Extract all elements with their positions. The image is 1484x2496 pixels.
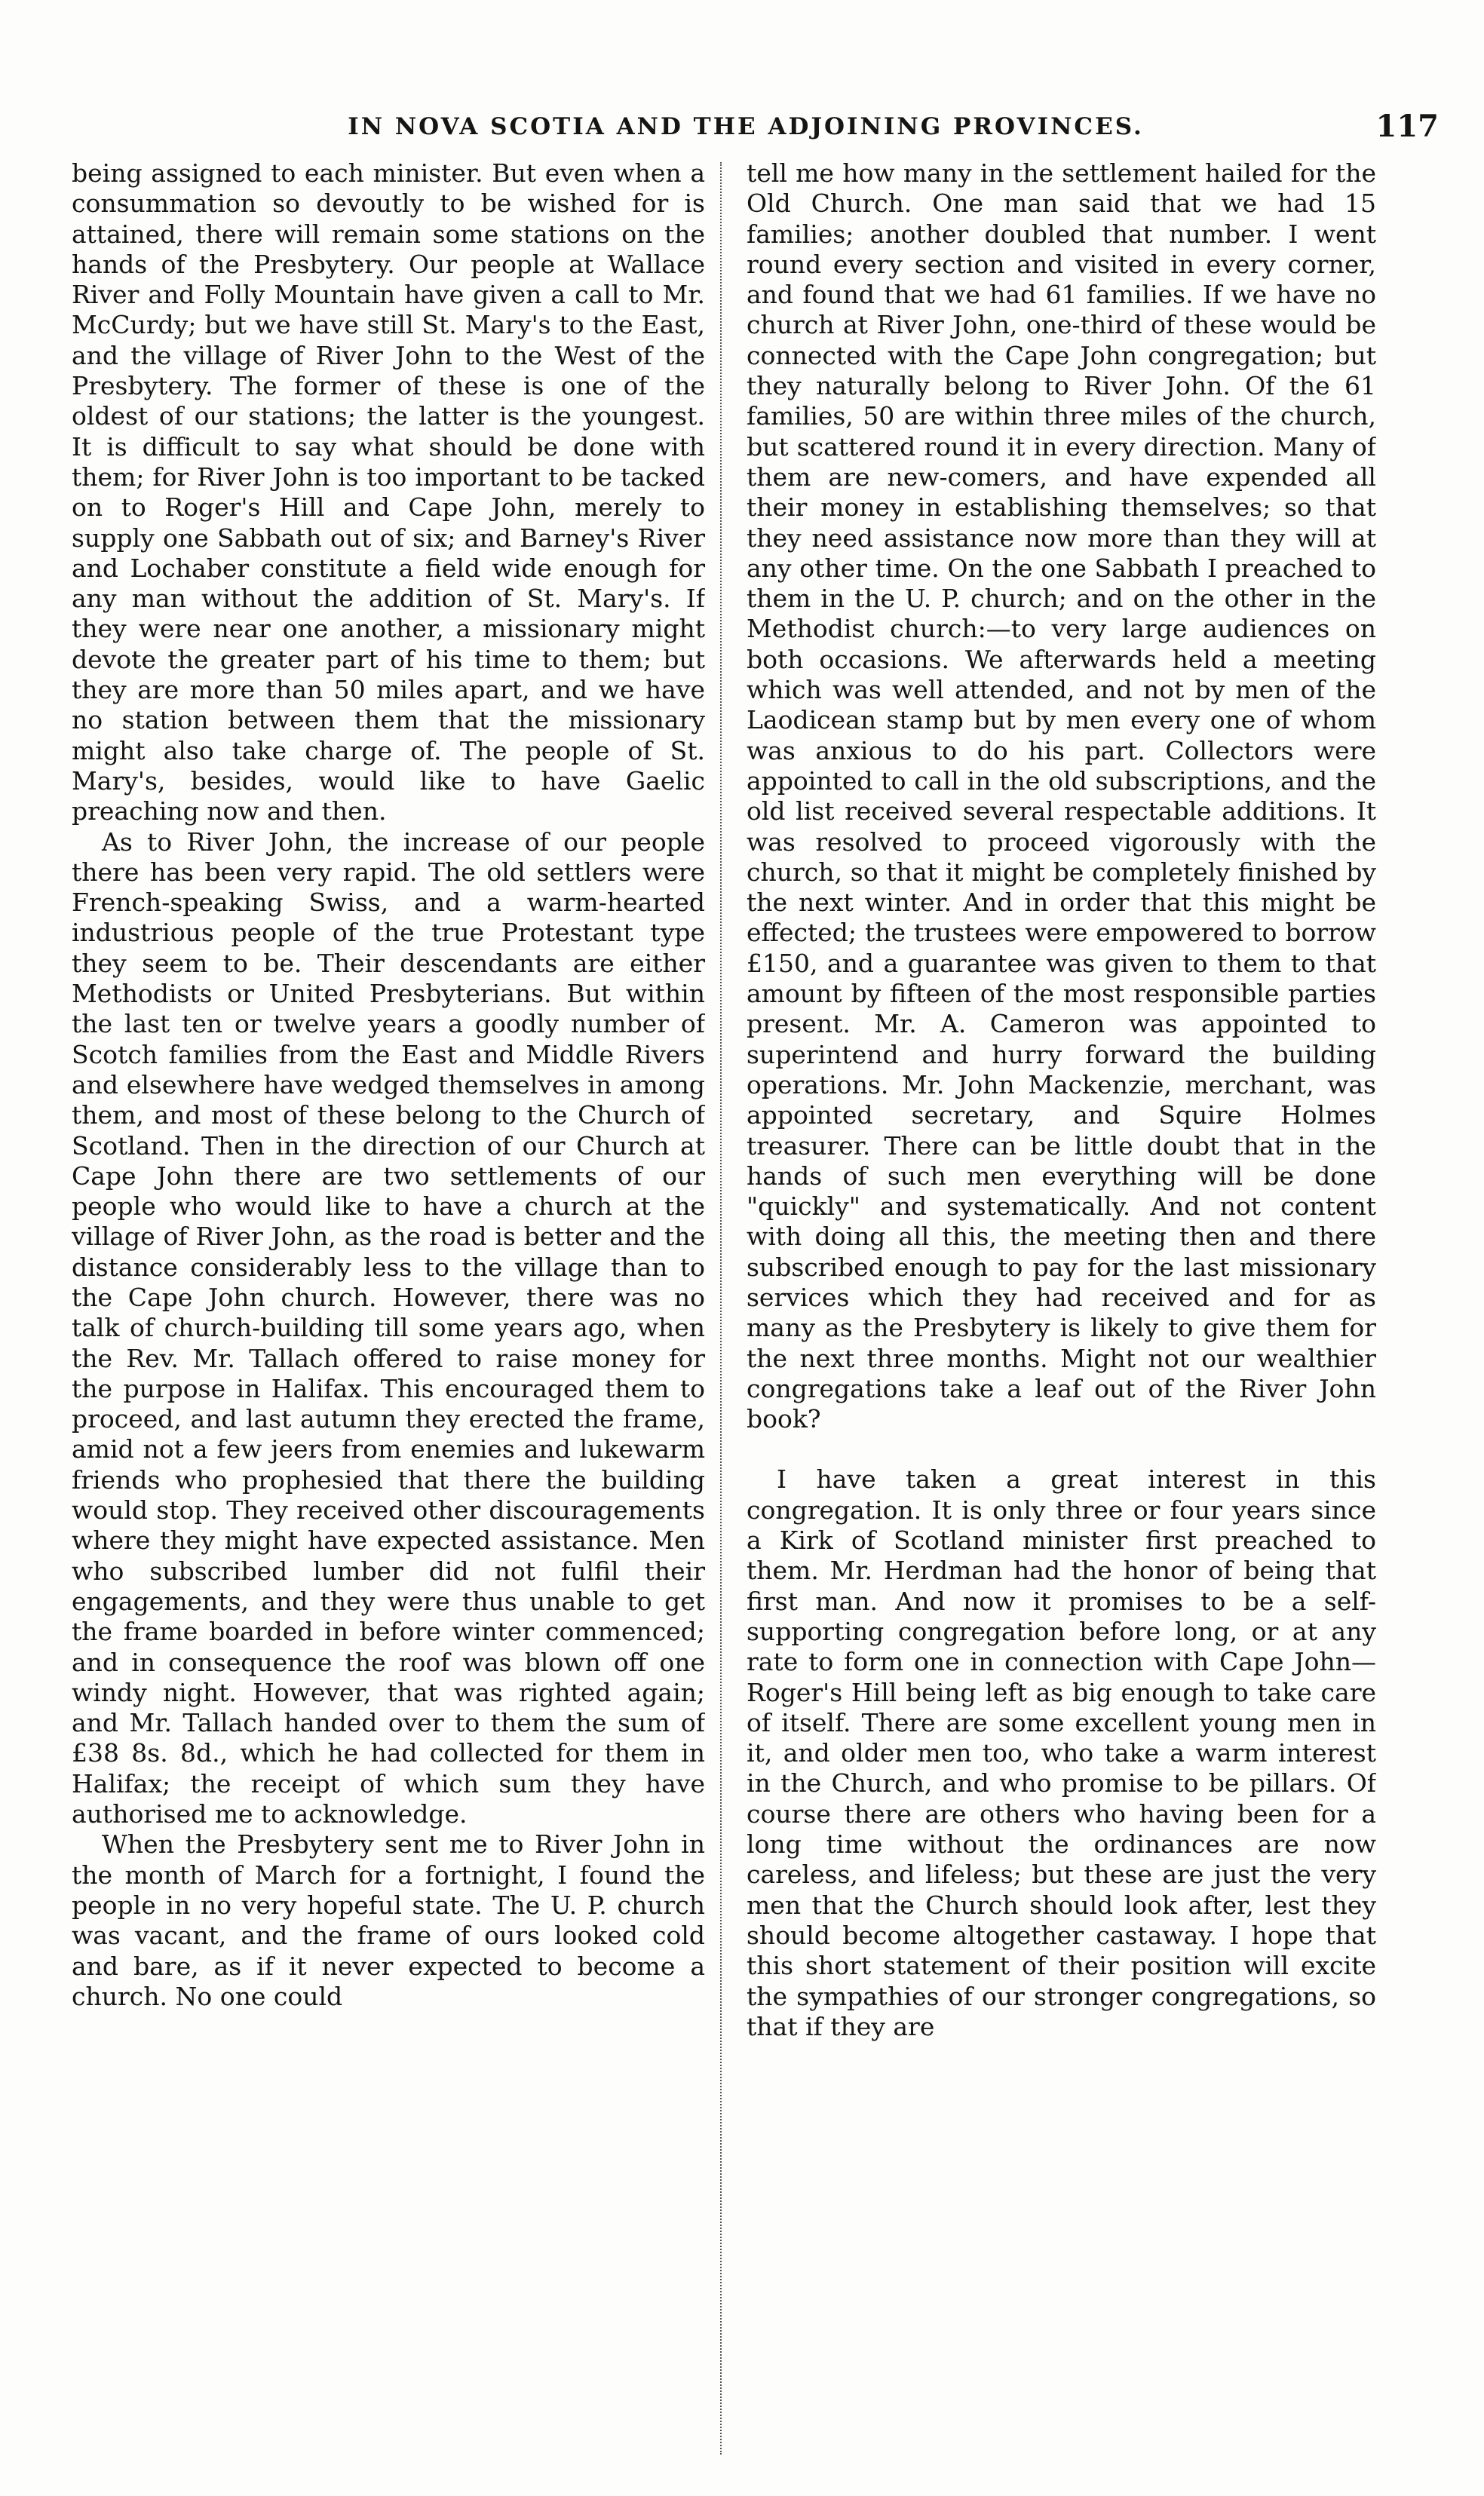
page-header [53, 104, 1439, 149]
paragraph: being assigned to each minister. But even when a consummation so devoutly to be wished for is attained, there will remain some stations on the hands of the Presbytery. Our people at Wallace River and Folly Mountain have given a call to Mr. McCurdy; but we have still St. Mary's to the East, and the village of River John to the West of the Presbytery. The former of these is one of the oldest of our stations; the latter is the youngest. It is difficult to say what should be done with them; for River John is too important to be tacked on to Roger's Hill and Cape John, merely to supply one Sabbath out of six; and Barney's River and Lochaber constitute a field wide enough for any man without the addition of St. Mary's. If they were near one another, a missionary might devote the greater part of his time to them; but they are more than 50 miles apart, and we have no station between them that the missionary might also take charge of. The people of St. Mary's, besides, would like to have Gaelic preaching now and then. [72, 158, 705, 826]
paragraph: I have taken a great interest in this congregation. It is only three or four years since a Kirk of Scotland minister first preached to them. Mr. Herdman had the honor of being that first man. And now it promises to be a self-supporting congregation before long, or at any rate to form one in connection with Cape John—Roger's Hill being left as big enough to take care of itself. There are some excellent young men in it, and older men too, who take a warm interest in the Church, and who promise to be pillars. Of course there are others who having been for a long time without the ordinances are now careless, and lifeless; but these are just the very men that the Church should look after, lest they should become altogether castaway. I hope that this short statement of their position will excite the sympathies of our stronger congregations, so that if they are [747, 1464, 1376, 2041]
right-column [747, 158, 1376, 2451]
page-number: 117 [1375, 109, 1439, 144]
column-divider [720, 162, 722, 2455]
paragraph: tell me how many in the settlement hailed for the Old Church. One man said that we had 15 families; another doubled that number. I went round every section and visited in every corner, and found that we had 61 families. If we have no church at River John, one-third of these would be connected with the Cape John congregation; but they naturally belong to River John. Of the 61 families, 50 are within three miles of the church, but scattered round it in every direction. Many of them are new-comers, and have expended all their money in establishing themselves; so that they need assistance now more than they will at any other time. On the one Sabbath I preached to them in the U. P. church; and on the other in the Methodist church:—to very large audiences on both occasions. We afterwards held a meeting which was well attended, and not by men of the Laodicean stamp but by men every one of whom was anxious to do his part. Collectors were appointed to call in the old subscriptions, and the old list received several respectable additions. It was resolved to proceed vigorously with the church, so that it might be completely finished by the next winter. And in order that this might be effected; the trustees were empowered to borrow £150, and a guarantee was given to them to that amount by fifteen of the most responsible parties present. Mr. A. Cameron was appointed to superintend and hurry forward the building operations. Mr. John Mackenzie, merchant, was appointed secretary, and Squire Holmes treasurer. There can be little doubt that in the hands of such men everything will be done "quickly" and systematically. And not content with doing all this, the meeting then and there subscribed enough to pay for the last missionary services which they had received and for as many as the Presbytery is likely to give them for the next three months. Might not our wealthier congregations take a leaf out of the River John book? [747, 158, 1376, 1434]
left-column [72, 158, 705, 2451]
paragraph: As to River John, the increase of our people there has been very rapid. The old settlers were French-speaking Swiss, and a warm-hearted industrious people of the true Protestant type they seem to be. Their descendants are either Methodists or United Presbyterians. But within the last ten or twelve years a goodly number of Scotch families from the East and Middle Rivers and elsewhere have wedged themselves in among them, and most of these belong to the Church of Scotland. Then in the direction of our Church at Cape John there are two settlements of our people who would like to have a church at the village of River John, as the road is better and the distance considerably less to the village than to the Cape John church. However, there was no talk of church-building till some years ago, when the Rev. Mr. Tallach offered to raise money for the purpose in Halifax. This encouraged them to proceed, and last autumn they erected the frame, amid not a few jeers from enemies and lukewarm friends who prophesied that there the building would stop. They received other discouragements where they might have expected assistance. Men who subscribed lumber did not fulfil their engagements, and they were thus unable to get the frame boarded in before winter commenced; and in consequence the roof was blown off one windy night. However, that was righted again; and Mr. Tallach handed over to them the sum of £38 8s. 8d., which he had collected for them in Halifax; the receipt of which sum they have authorised me to acknowledge. [72, 826, 705, 1829]
paragraph: When the Presbytery sent me to River John in the month of March for a fortnight, I found the people in no very hopeful state. The U. P. church was vacant, and the frame of ours looked cold and bare, as if it never expected to become a church. No one could [72, 1829, 705, 2011]
running-title: IN NOVA SCOTIA AND THE ADJOINING PROVINCES. [348, 113, 1144, 140]
